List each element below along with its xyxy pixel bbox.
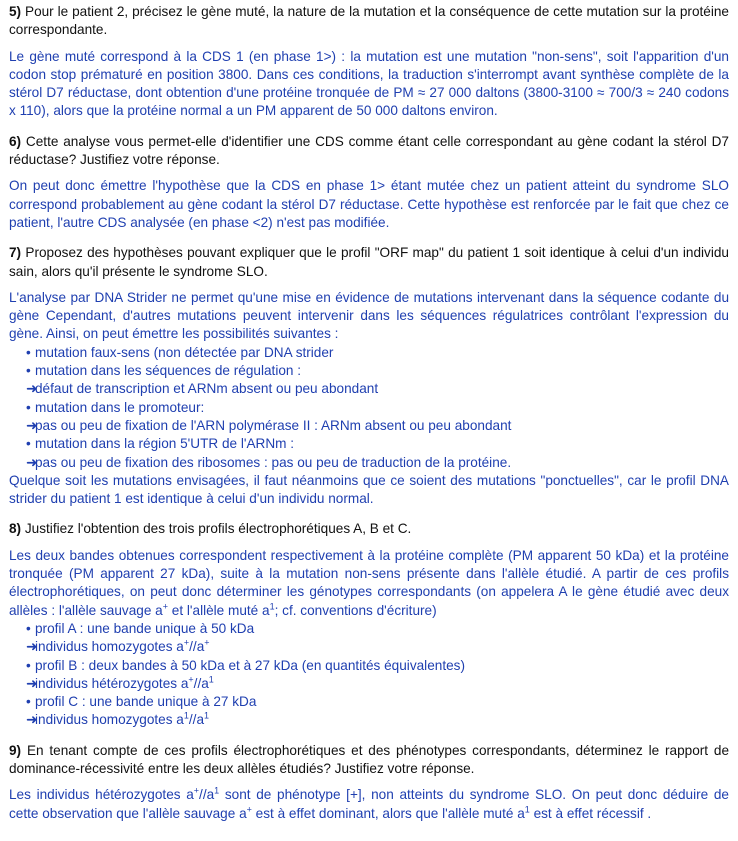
- question-text: Justifiez l'obtention des trois profils électrophorétiques A, B et C.: [24, 521, 412, 537]
- question-9: [9, 742, 729, 779]
- answer-7-list: [9, 344, 729, 472]
- list-item: ➜pas ou peu de fixation de l'ARN polymérase II : ARNm absent ou peu abondant: [26, 417, 512, 433]
- question-5: [9, 3, 729, 40]
- list-item: ➜pas ou peu de fixation des ribosomes : pas ou peu de traduction de la protéine.: [26, 454, 512, 470]
- question-6: [9, 133, 729, 170]
- question-number: 6): [9, 133, 22, 149]
- question-number: 9): [9, 742, 22, 758]
- answer-9: Les individus hétérozygotes $a^+//a^1$ sont de phénotype [+], non atteints du syndrome SLO. On peut donc déduire de cette observation que l'allèle sauvage a+ est à effet dominant, alors que l'allèle muté $a^1$ est à effet récessif .: [9, 785, 729, 821]
- list-item: • profil B : deux bandes à 50 kDa et à 27 kDa (en quantités équivalentes): [26, 657, 465, 673]
- list-item: ➜défaut de transcription et ARNm absent ou peu abondant: [26, 381, 379, 397]
- question-text: En tenant compte de ces profils électrophorétiques et des phénotypes correspondants, déterminez le rapport de dominance-récessivité entre les deux allèles étudiés? Justifiez votre réponse.: [9, 742, 730, 776]
- question-text: Proposez des hypothèses pouvant expliquer que le profil "ORF map" du patient 1 soit identique à celui d'un individu sain, alors qu'il présente le syndrome SLO.: [9, 245, 729, 279]
- question-number: 8): [9, 521, 22, 537]
- list-item: ➜individus homozygotes $a^1//a^1$: [26, 710, 210, 728]
- answer-5: Le gène muté correspond à la CDS 1 (en phase 1>) : la mutation est une mutation "non-sens", soit l'apparition d'un codon stop prématuré en position 3800. Dans ces conditions, la traduction s'interrompt avant synthèse complète de la stérol D7 réductase, dont obtention d'une protéine tronquée de PM ≈ 27 000 daltons (3800-3100 ≈ 700/3 ≈ 240 codons x 110), alors que la protéine normal a un PM apparent de 50 000 daltons environ.: [9, 48, 729, 119]
- answer-6: On peut donc émettre l'hypothèse que la CDS en phase 1> étant mutée chez un patient atteint du syndrome SLO correspond probablement au gène codant la stérol D7 réductase. Cette hypothèse est renforcée par le fait que chez ce patient, l'autre CDS analysée (en phase <2) n'est pas modifiée.: [9, 178, 729, 230]
- question-8: [9, 520, 729, 538]
- list-item: • mutation faux-sens (non détectée par DNA strider: [26, 344, 334, 360]
- question-text: Pour le patient 2, précisez le gène muté, la nature de la mutation et la conséquence de cette mutation sur la protéine correspondante.: [9, 4, 729, 38]
- question-number: 5): [9, 4, 22, 19]
- list-item: • mutation dans les séquences de régulation :: [26, 363, 302, 379]
- list-item: ➜individus hétérozygotes $a^+//a^1$: [26, 674, 214, 691]
- answer-7-outro: Quelque soit les mutations envisagées, il faut néanmoins que ce soient des mutations "ponctuelles", car le profil DNA strider du patient 1 est identique à celui d'un individu normal.: [9, 472, 729, 507]
- list-item: • profil A : une bande unique à 50 kDa: [26, 620, 255, 636]
- question-7: [9, 244, 729, 281]
- list-item: • profil C : une bande unique à 27 kDa: [26, 694, 257, 710]
- list-item: • mutation dans le promoteur:: [26, 399, 205, 415]
- list-item: • mutation dans la région 5'UTR de l'ARNm :: [26, 436, 295, 452]
- answer-8: Les deux bandes obtenues correspondent respectivement à la protéine complète (PM apparent 50 kDa) et la protéine tronquée (PM apparent 27 kDa), suite à la mutation non-sens présente dans l'allèle étudié. A partir de ces profils électrophorétiques, on peut donc déterminer les génotypes correspondants (on appelera A le gène étudié avec deux allèles : l'allèle sauvage a+ et l'allèle muté $a^1$; cf. conventions d'écriture): [9, 547, 729, 618]
- answer-8-list: [9, 620, 729, 730]
- document-page: [9, 0, 729, 823]
- question-text: Cette analyse vous permet-elle d'identifier une CDS comme étant celle correspondant au gène codant la stérol D7 réductase? Justifiez votre réponse.: [9, 133, 729, 168]
- answer-7-intro: L'analyse par DNA Strider ne permet qu'une mise en évidence de mutations intervenant dans la séquence codante du gène Cependant, d'autres mutations peuvent intervenir dans les séquences régulatrices contrôlant l'expression du gène. Ainsi, on peut émettre les possibilités suivantes :: [9, 289, 729, 342]
- question-number: 7): [9, 245, 22, 261]
- list-item: ➜individus homozygotes a+//a+: [26, 637, 210, 655]
